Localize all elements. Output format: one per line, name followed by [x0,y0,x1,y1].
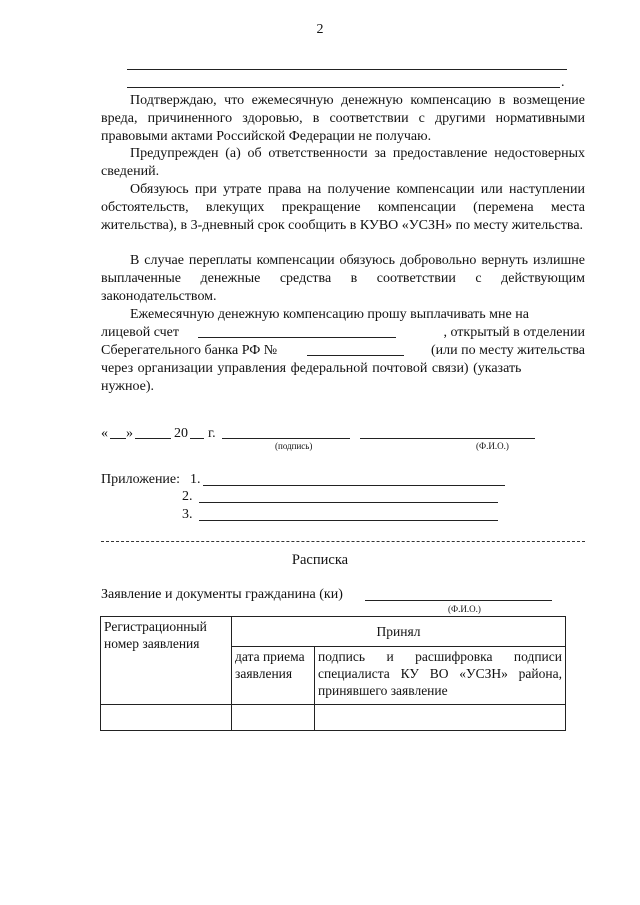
receipt-fio-caption: (Ф.И.О.) [448,604,481,614]
paragraph-warned: Предупрежден (а) об ответственности за предоставление недостоверных сведений. [101,146,585,179]
registration-number-header: Регистрационный номер заявления [101,617,232,705]
top-fill-line-period: . [561,75,565,90]
account-label: лицевой счет [101,325,179,340]
date-year-field[interactable] [190,438,204,439]
receipt-statement: Заявление и документы гражданина (ки) [101,587,343,602]
top-fill-line-2 [127,87,560,88]
date-day-field[interactable] [110,438,126,439]
alternative-text: (или по месту жительства [430,343,585,358]
date-received-cell[interactable] [232,705,315,731]
date-received-header: дата приема заявления [232,647,315,705]
payment-line-1: Ежемесячную денежную компенсацию прошу выплачивать мне на [130,307,529,322]
registration-number-cell[interactable] [101,705,232,731]
paragraph-obligation: Обязуюсь при утрате права на получение компенсации или наступлении обстоятельств, влекущих прекращение компенсации (перемена места жительства), в 3-дневный срок сообщить в КУВО «УСЗН» по месту жительства. [101,182,585,233]
date-quote-open: « [101,426,108,441]
attachment-number-2: 2. [182,489,193,504]
page-number: 2 [316,22,324,37]
fio-field[interactable] [360,438,535,439]
bank-branch-field[interactable] [307,355,404,356]
attachment-number-1: 1. [190,472,201,487]
date-year-prefix: 20 [174,426,188,441]
specialist-signature-header: подпись и расшифровка подписи специалиста КУ ВО «УСЗН» района, принявшего заявление [315,647,566,705]
attachment-number-3: 3. [182,507,193,522]
bank-label: Сберегательного банка РФ № [101,343,278,358]
date-quote-close: » [126,426,133,441]
date-year-suffix: г. [208,426,216,441]
payment-line-4: через организации управления федеральной почтовой связи) (указать [101,361,522,376]
cut-line [101,541,585,542]
fio-caption: (Ф.И.О.) [476,441,509,451]
date-month-field[interactable] [135,438,171,439]
paragraph-overpayment: В случае переплаты компенсации обязуюсь добровольно вернуть излишне выплаченные денежные средства в соответствии с действующим законодательством. [101,253,585,304]
opened-in-text: , открытый в отделении [443,325,585,340]
attachment-field-1[interactable] [203,485,505,486]
specialist-signature-cell[interactable] [315,705,566,731]
payment-line-5: нужное). [101,379,155,394]
top-fill-line-1 [127,69,567,70]
attachments-label: Приложение: [101,472,181,487]
paragraph-confirm: Подтверждаю, что ежемесячную денежную компенсацию в возмещение вреда, причиненного здоровью, в соответствии с другими нормативными правовыми актами Российской Федерации не получаю. [101,93,585,144]
accepted-header: Принял [232,617,566,647]
receipt-fio-field[interactable] [365,600,552,601]
account-number-field[interactable] [198,337,396,338]
attachment-field-2[interactable] [199,502,498,503]
receipt-table [100,616,566,731]
attachment-field-3[interactable] [199,520,498,521]
receipt-title: Расписка [291,552,349,568]
signature-field[interactable] [222,438,350,439]
signature-caption: (подпись) [275,441,313,451]
